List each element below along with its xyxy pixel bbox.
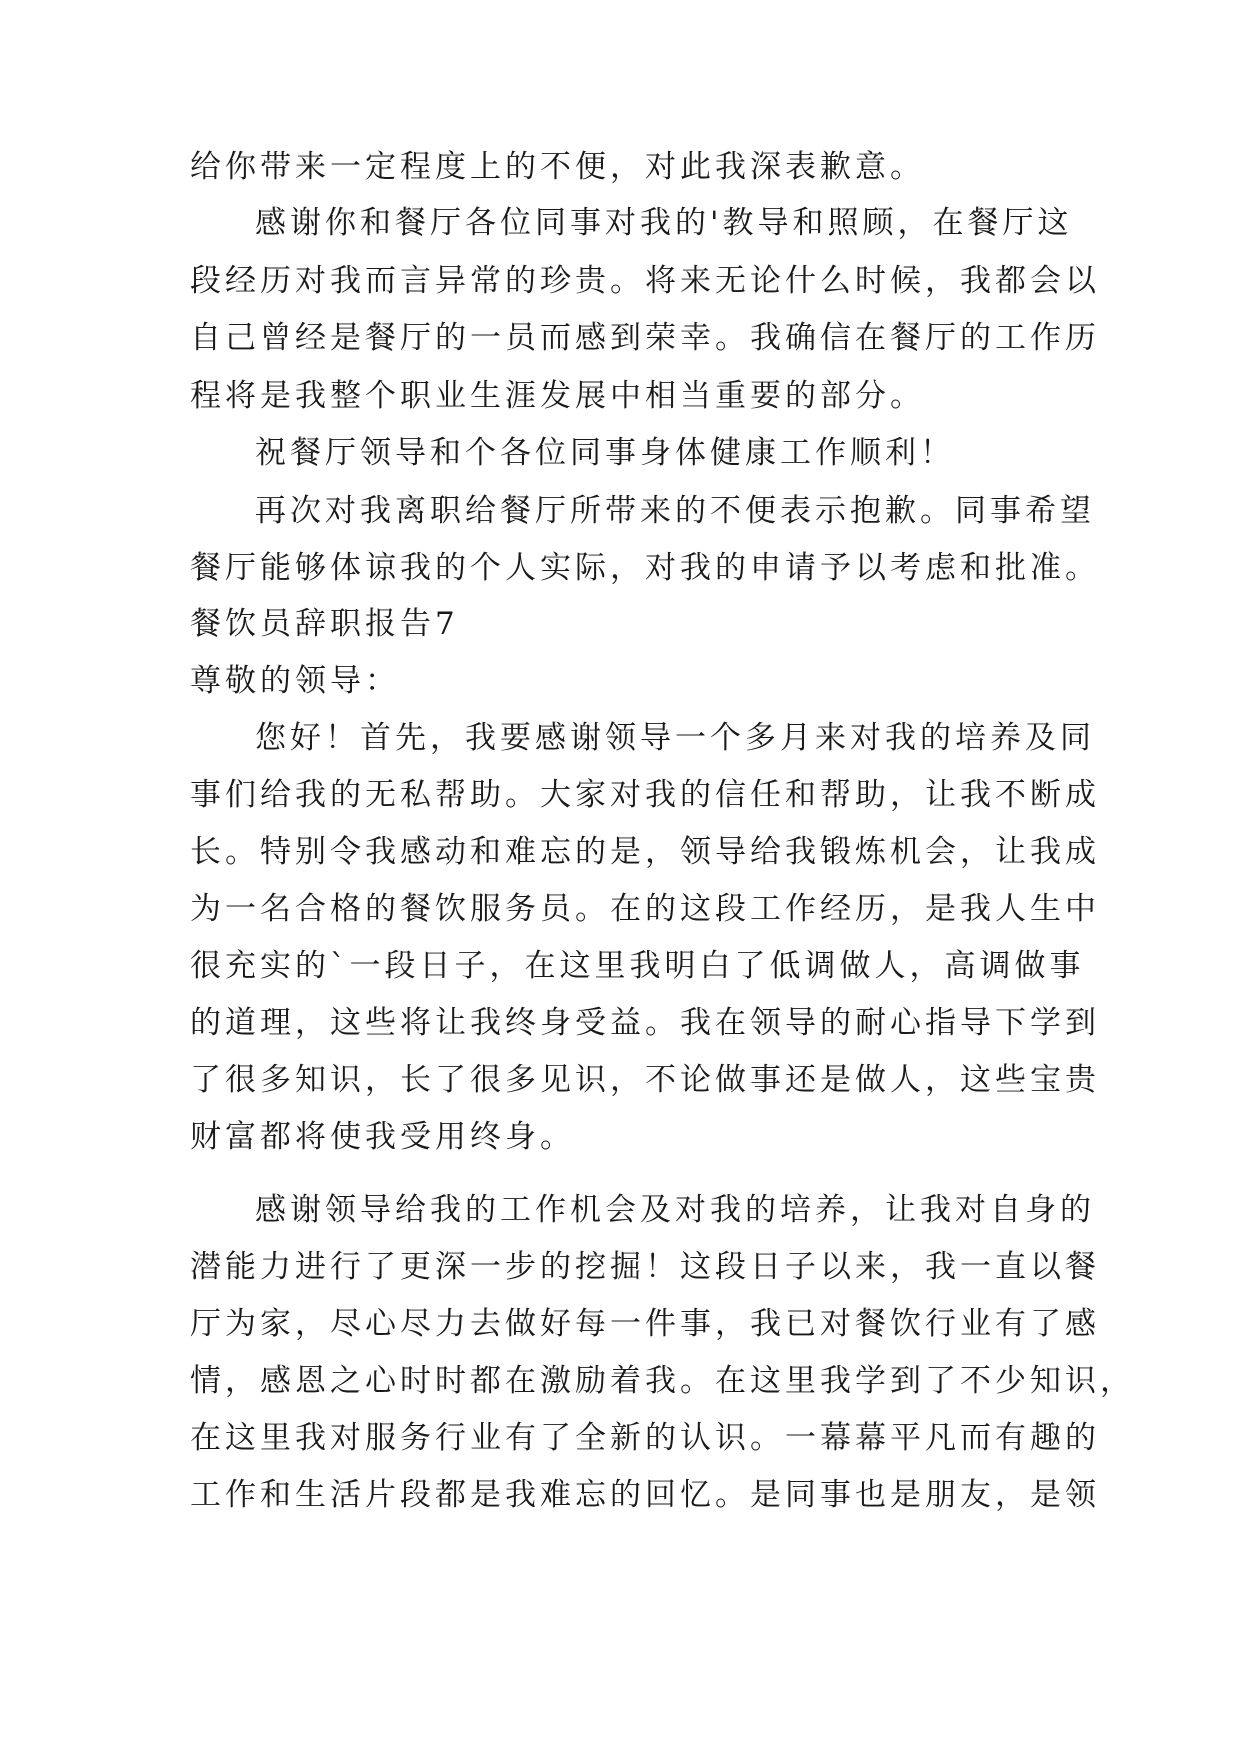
salutation: 尊敬的领导： <box>190 663 400 699</box>
text-line: 潜能力进行了更深一步的挖掘！这段日子以来，我一直以餐 <box>190 1249 1100 1285</box>
text-line: 祝餐厅领导和个各位同事身体健康工作顺利！ <box>255 435 955 471</box>
text-line: 很充实的`一段日子，在这里我明白了低调做人，高调做事 <box>190 948 1085 984</box>
text-line: 感谢你和餐厅各位同事对我的'教导和照顾，在餐厅这 <box>255 205 1073 241</box>
text-line: 工作和生活片段都是我难忘的回忆。是同事也是朋友，是领 <box>190 1477 1100 1513</box>
text-line: 厅为家，尽心尽力去做好每一件事，我已对餐饮行业有了感 <box>190 1306 1100 1342</box>
text-line: 再次对我离职给餐厅所带来的不便表示抱歉。同事希望 <box>255 493 1095 529</box>
text-line: 给你带来一定程度上的不便，对此我深表歉意。 <box>190 149 925 185</box>
text-line: 餐厅能够体谅我的个人实际，对我的申请予以考虑和批准。 <box>190 550 1100 586</box>
text-line: 段经历对我而言异常的珍贵。将来无论什么时候，我都会以 <box>190 263 1100 299</box>
text-line: 了很多知识，长了很多见识，不论做事还是做人，这些宝贵 <box>190 1062 1100 1098</box>
text-line: 长。特别令我感动和难忘的是，领导给我锻炼机会，让我成 <box>190 834 1100 870</box>
section-heading: 餐饮员辞职报告7 <box>190 606 459 642</box>
text-line: 自己曾经是餐厅的一员而感到荣幸。我确信在餐厅的工作历 <box>190 320 1100 356</box>
text-line: 您好！首先，我要感谢领导一个多月来对我的培养及同 <box>255 720 1095 756</box>
text-line: 财富都将使我受用终身。 <box>190 1119 575 1155</box>
text-line: 在这里我对服务行业有了全新的认识。一幕幕平凡而有趣的 <box>190 1420 1100 1456</box>
text-line: 为一名合格的餐饮服务员。在的这段工作经历，是我人生中 <box>190 891 1100 927</box>
text-line: 的道理，这些将让我终身受益。我在领导的耐心指导下学到 <box>190 1005 1100 1041</box>
text-line: 程将是我整个职业生涯发展中相当重要的部分。 <box>190 378 925 414</box>
text-line: 情，感恩之心时时都在激励着我。在这里我学到了不少知识， <box>190 1363 1135 1399</box>
text-line: 事们给我的无私帮助。大家对我的信任和帮助，让我不断成 <box>190 777 1100 813</box>
text-line: 感谢领导给我的工作机会及对我的培养，让我对自身的 <box>255 1192 1095 1228</box>
